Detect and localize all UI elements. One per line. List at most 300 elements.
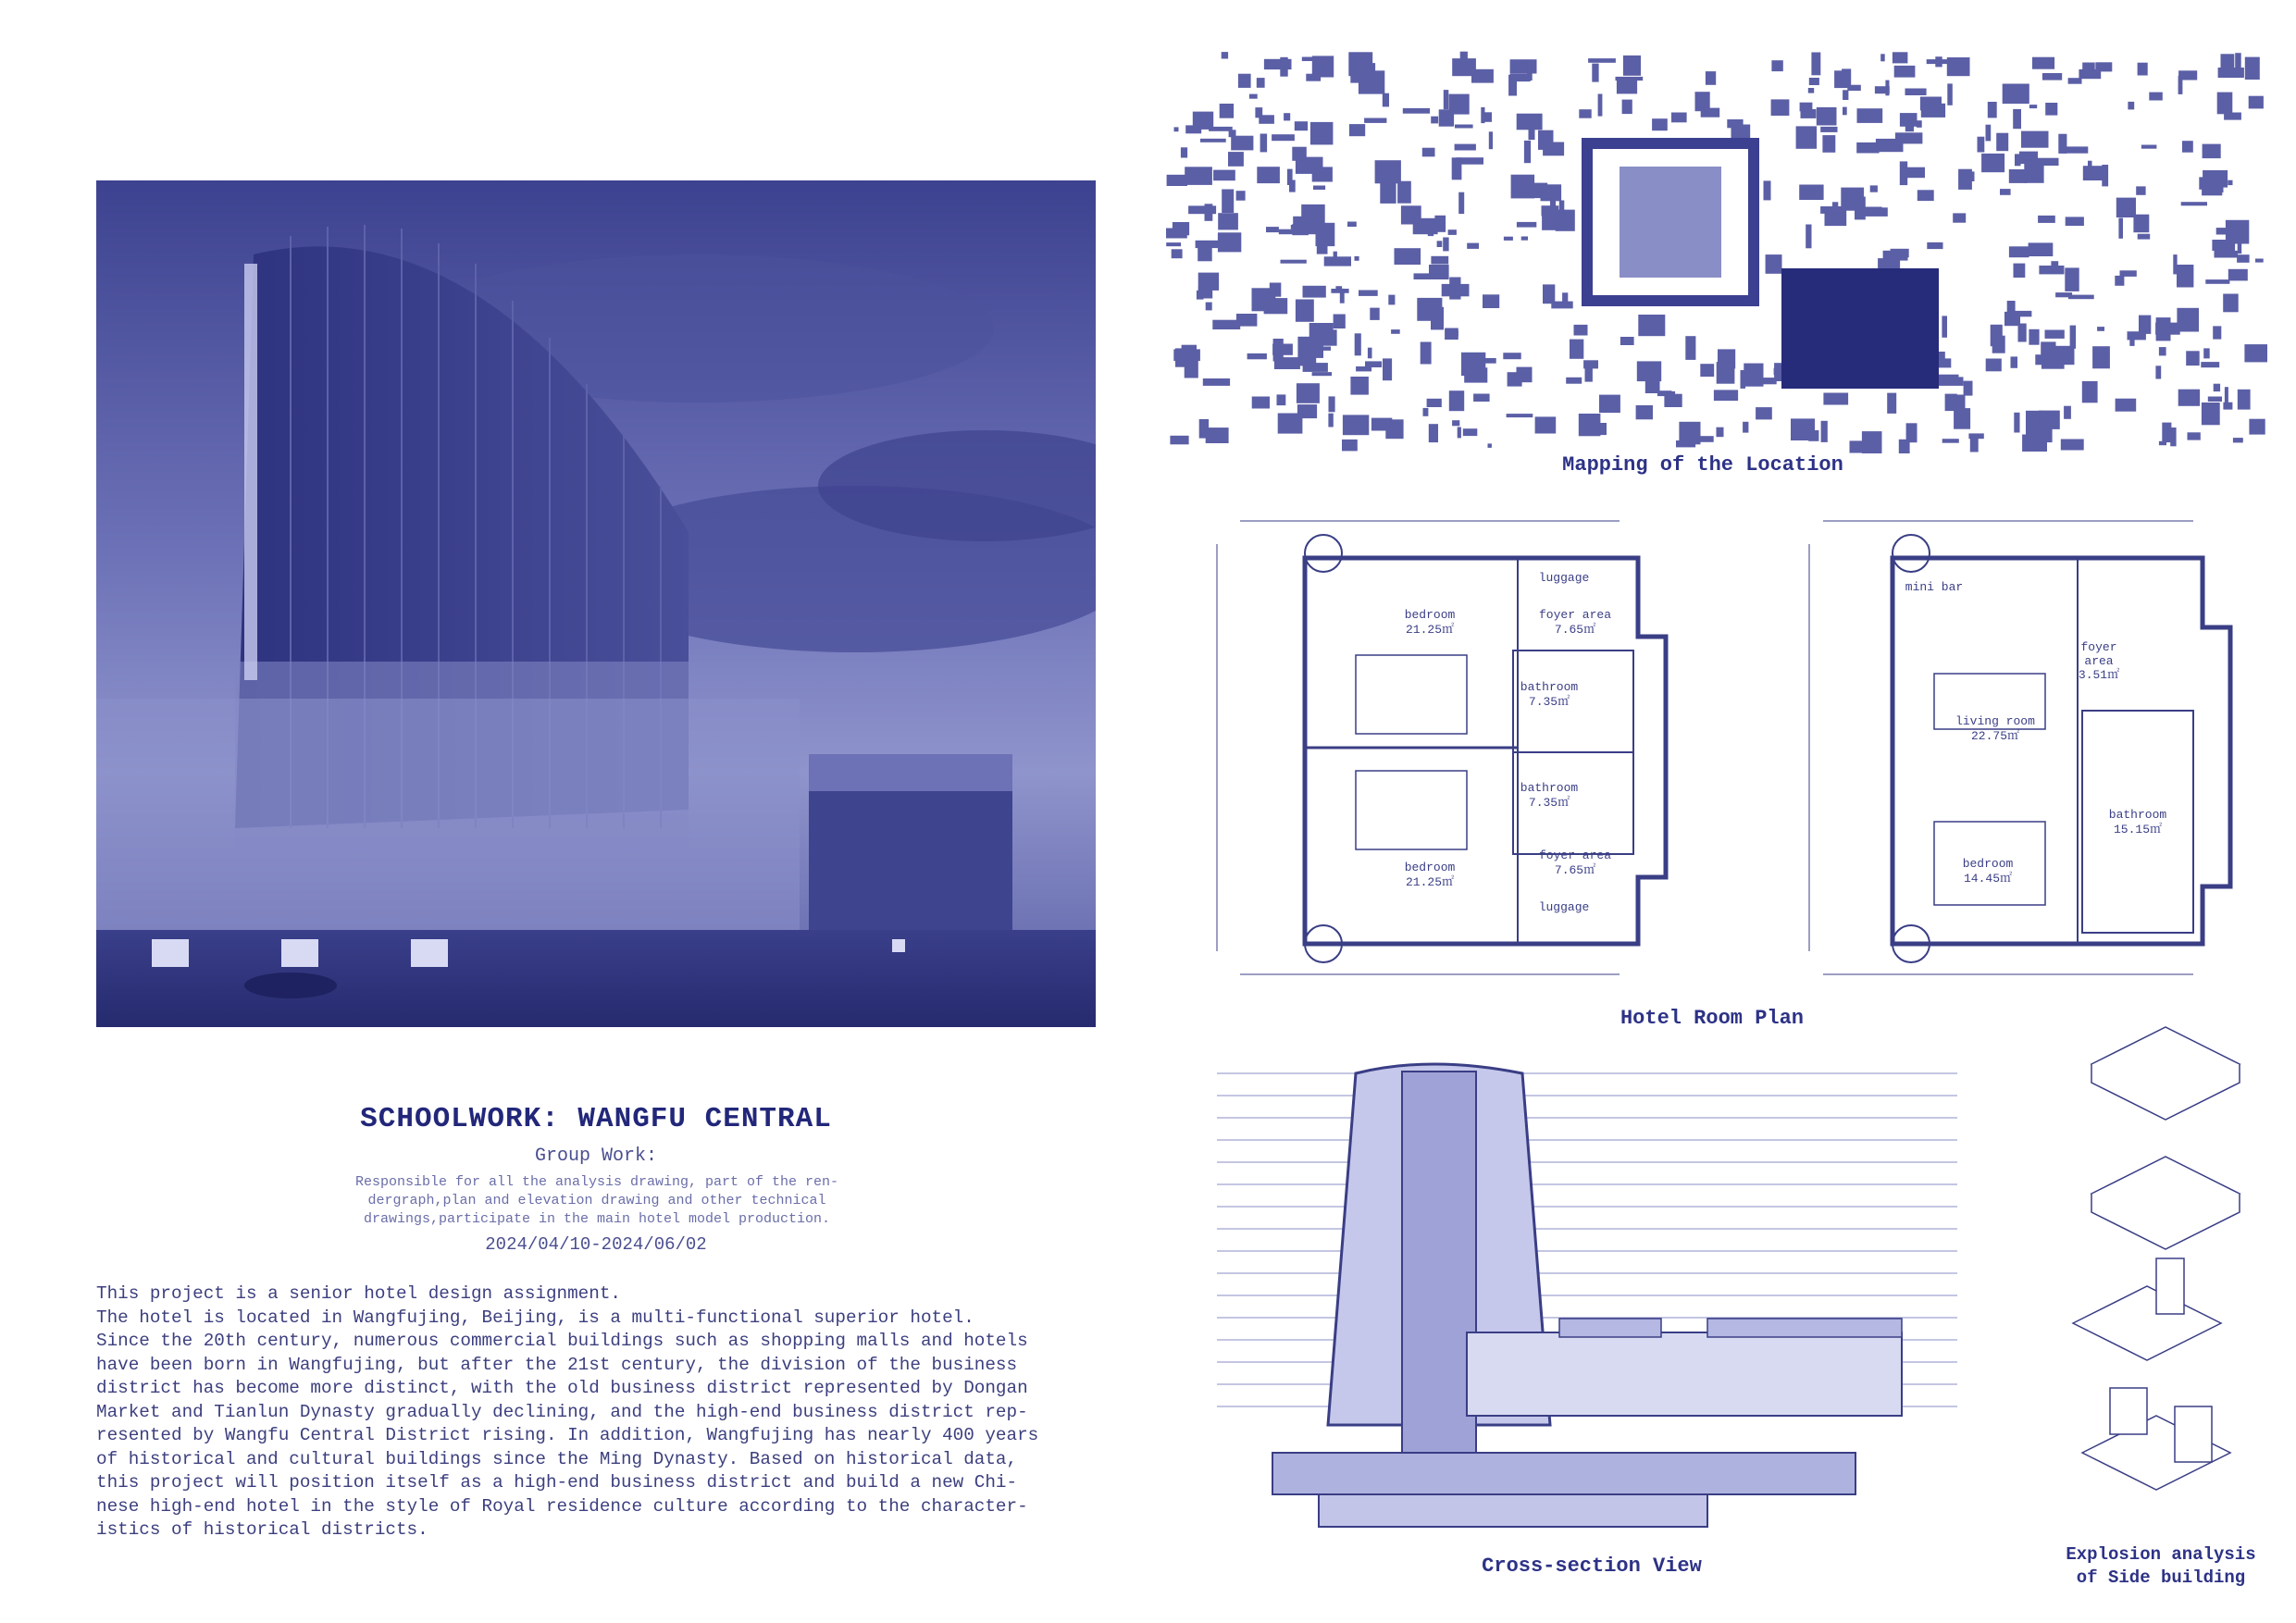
map-block	[2226, 220, 2249, 244]
map-block	[1800, 103, 1813, 112]
map-block	[2136, 186, 2145, 194]
map-block	[1503, 353, 1520, 359]
map-block	[2181, 202, 2207, 205]
map-block	[1247, 353, 1267, 359]
map-block	[2177, 265, 2193, 288]
map-block	[1510, 74, 1531, 81]
suite-bedroom-label: bedroom	[1962, 857, 2014, 871]
location-map	[1166, 51, 2267, 453]
map-block	[2042, 421, 2053, 443]
map-block	[1434, 216, 1446, 232]
map-block	[1521, 237, 1528, 241]
map-block	[1507, 414, 1533, 417]
map-block	[1185, 125, 1201, 133]
luggage-label-top: luggage	[1538, 571, 1590, 585]
map-block	[1431, 117, 1438, 124]
explosion-caption	[2022, 1543, 2296, 1590]
map-block	[1538, 130, 1554, 150]
map-block	[2155, 323, 2180, 335]
foyer-label-top: foyer area	[1538, 608, 1612, 622]
map-block	[1257, 167, 1280, 183]
map-block	[2015, 154, 2021, 166]
map-block	[1636, 405, 1653, 419]
map-block	[1986, 125, 1992, 142]
map-block	[1448, 229, 1457, 235]
map-block	[1806, 225, 1811, 249]
map-block	[2215, 251, 2239, 258]
map-block	[2045, 330, 2065, 339]
map-block	[2021, 131, 2049, 148]
section-caption: Cross-section View	[1482, 1555, 1702, 1578]
map-block	[2162, 423, 2171, 443]
map-block	[1463, 428, 1478, 436]
map-block	[1427, 399, 1442, 407]
map-block	[1413, 218, 1438, 234]
map-block	[1483, 294, 1499, 308]
map-block	[1620, 337, 1634, 345]
map-block	[2182, 141, 2193, 153]
map-block	[1209, 127, 1233, 131]
project-dates: 2024/04/10-2024/06/02	[485, 1234, 707, 1255]
living-room-label: living room	[1955, 714, 2035, 728]
map-block	[2066, 217, 2084, 226]
map-block	[2097, 327, 2104, 331]
bathroom-label-top: bathroom	[1520, 680, 1579, 694]
map-block	[1504, 237, 1513, 241]
map-block	[1173, 222, 1189, 235]
map-block	[1355, 256, 1359, 261]
bedroom-label-top: bedroom	[1404, 608, 1456, 622]
map-block	[1637, 361, 1661, 381]
map-block	[1403, 108, 1430, 114]
map-block	[1942, 439, 1959, 443]
map-block	[1764, 180, 1771, 200]
map-block	[2061, 440, 2084, 451]
map-block	[1927, 242, 1942, 249]
map-block	[2199, 177, 2209, 189]
map-block	[1968, 433, 1983, 439]
map-block	[1312, 372, 1332, 376]
map-block	[1380, 181, 1396, 204]
map-block	[2223, 294, 2239, 313]
map-block	[1688, 436, 1714, 442]
project-title: SCHOOLWORK: WANGFU CENTRAL	[360, 1103, 832, 1135]
map-block	[1264, 298, 1288, 314]
map-block	[2013, 109, 2021, 129]
map-block	[2051, 261, 2058, 269]
map-block	[1173, 349, 1200, 361]
map-block	[2238, 390, 2251, 410]
map-block	[1170, 436, 1188, 445]
map-block	[1820, 206, 1844, 214]
mini-bar-label: mini bar	[1905, 580, 1964, 594]
map-block	[1340, 289, 1345, 304]
map-block	[1809, 78, 1819, 85]
suite-foyer-area: 3.51㎡	[2078, 668, 2120, 682]
map-block	[1875, 86, 1890, 93]
map-block	[1700, 364, 1714, 377]
map-block	[1823, 393, 1848, 405]
map-block	[1266, 227, 1279, 232]
map-block	[1524, 141, 1531, 163]
map-block	[2014, 413, 2019, 433]
map-block	[2068, 295, 2094, 300]
map-block	[2102, 165, 2108, 186]
map-block	[1566, 378, 1582, 384]
suite-foyer-label: foyer	[2080, 640, 2117, 654]
map-block	[1356, 366, 1371, 371]
map-block	[1771, 99, 1790, 116]
map-block	[1988, 102, 1997, 118]
map-block	[2032, 57, 2054, 69]
hotel-room-plans	[1194, 489, 2286, 999]
map-block	[2178, 70, 2197, 80]
map-block	[1958, 169, 1972, 190]
map-block	[1865, 207, 1887, 217]
map-block	[1857, 108, 1883, 123]
map-block	[1719, 351, 1730, 361]
map-block	[2092, 346, 2110, 368]
map-block	[1313, 186, 1325, 191]
map-block	[1671, 113, 1687, 123]
map-block	[2058, 134, 2066, 154]
map-block	[1570, 340, 1583, 359]
map-block	[1306, 74, 1321, 81]
map-block	[1937, 375, 1959, 379]
map-block	[1264, 59, 1292, 69]
map-block	[1529, 126, 1535, 140]
map-block	[1296, 300, 1314, 322]
map-block	[1986, 359, 2002, 372]
map-block	[2244, 344, 2267, 362]
map-block	[1347, 222, 1357, 228]
map-block	[1473, 394, 1490, 403]
map-block	[1423, 408, 1429, 416]
map-block	[2249, 419, 2265, 435]
bedroom-area-top: 21.25㎡	[1405, 623, 1455, 637]
plan-caption: Hotel Room Plan	[1620, 1007, 1805, 1030]
map-block	[1443, 238, 1448, 252]
map-block	[2064, 406, 2071, 419]
map-block	[2000, 189, 2011, 195]
living-room-area: 22.75㎡	[1970, 729, 2020, 743]
map-block	[1811, 53, 1820, 76]
map-block	[1870, 185, 1878, 192]
map-block	[1388, 295, 1395, 305]
map-block	[1302, 57, 1325, 62]
map-caption: Mapping of the Location	[1562, 453, 1843, 477]
map-block	[2082, 381, 2098, 403]
map-block	[1449, 278, 1460, 300]
map-block	[1281, 260, 1307, 264]
map-block	[1899, 440, 1910, 453]
map-block	[1383, 358, 1392, 380]
map-block	[2173, 254, 2177, 274]
map-block	[2139, 316, 2151, 334]
map-block	[1893, 52, 1907, 63]
map-block	[1617, 79, 1637, 94]
map-block	[2128, 102, 2134, 110]
map-block	[1252, 397, 1270, 409]
map-block	[1511, 175, 1535, 199]
map-block	[1324, 256, 1351, 266]
map-block	[1310, 122, 1334, 145]
map-block	[1172, 249, 1183, 258]
map-block	[2088, 161, 2092, 172]
map-block	[1821, 421, 1828, 442]
map-block	[1368, 348, 1372, 359]
map-block	[2118, 218, 2123, 239]
map-block	[1206, 303, 1212, 311]
map-block	[2218, 68, 2244, 78]
map-block	[1297, 383, 1320, 403]
explosion-analysis-diagram	[2054, 1018, 2281, 1541]
map-block	[1948, 395, 1966, 411]
map-block	[1598, 94, 1603, 117]
map-block	[1167, 175, 1187, 186]
map-block	[2188, 432, 2201, 440]
map-block	[1850, 440, 1874, 452]
map-block	[1832, 202, 1838, 208]
map-block	[2141, 145, 2157, 149]
map-block	[1588, 58, 1616, 63]
map-block	[1947, 83, 1953, 105]
map-block	[1599, 395, 1620, 414]
map-block	[1222, 190, 1234, 214]
map-block	[1309, 323, 1334, 339]
map-block	[2033, 158, 2059, 166]
map-block	[1212, 320, 1240, 329]
map-block	[1277, 394, 1286, 405]
map-block	[1484, 112, 1492, 122]
map-block	[2203, 144, 2221, 159]
map-block	[1706, 71, 1716, 85]
map-block	[1218, 213, 1238, 229]
map-block	[1517, 367, 1533, 383]
foyer-area-bottom: 7.65㎡	[1554, 863, 1596, 877]
suite-bedroom-area: 14.45㎡	[1963, 872, 2013, 886]
map-block	[2038, 216, 2055, 223]
map-block	[1717, 427, 1724, 438]
map-block	[1166, 242, 1181, 246]
foyer-label-bottom: foyer area	[1538, 849, 1612, 862]
map-block	[1756, 407, 1772, 419]
map-block	[1334, 315, 1346, 329]
map-block	[1452, 420, 1459, 426]
map-block	[1449, 94, 1470, 115]
map-block	[1543, 284, 1555, 304]
map-block	[2159, 441, 2166, 445]
map-block	[1383, 93, 1389, 107]
map-block	[1579, 109, 1591, 118]
map-block	[1188, 205, 1216, 214]
map-block	[1421, 342, 1432, 365]
map-block	[1467, 243, 1479, 249]
map-block	[1295, 121, 1308, 130]
map-block	[1517, 222, 1536, 228]
map-block	[1559, 201, 1565, 223]
map-block	[1535, 416, 1557, 433]
map-block	[1272, 344, 1293, 355]
map-block	[2018, 324, 2027, 342]
map-block	[1371, 418, 1392, 431]
map-block	[2228, 269, 2248, 281]
map-block	[1771, 60, 1782, 71]
map-block	[1350, 377, 1369, 395]
map-block	[1905, 118, 1914, 132]
role-description: Responsible for all the analysis drawing, part of the ren- dergraph,plan and elevation drawing and other technical drawings,participate in the main hotel model production.	[354, 1174, 839, 1227]
map-block	[1917, 190, 1934, 201]
map-block	[1574, 325, 1588, 336]
map-block	[1947, 57, 1970, 76]
map-block	[1652, 118, 1668, 130]
map-block	[2042, 73, 2062, 81]
map-block	[1231, 136, 1253, 151]
map-block	[1395, 248, 1421, 265]
map-block	[1222, 52, 1228, 58]
map-block	[2120, 270, 2137, 277]
bathroom-label-bottom: bathroom	[1520, 781, 1579, 795]
map-block	[1685, 336, 1695, 360]
map-block	[1228, 152, 1244, 167]
map-block	[2029, 329, 2039, 345]
hotel-rendering-image	[96, 180, 1096, 1027]
map-block	[2201, 362, 2219, 367]
suite-area-label: area	[2084, 654, 2114, 668]
map-block	[2070, 326, 2077, 349]
map-block	[2208, 397, 2222, 403]
map-block	[1329, 396, 1335, 412]
map-block	[1456, 157, 1483, 165]
map-block	[2255, 259, 2264, 263]
map-block	[1445, 328, 1458, 341]
map-block	[1397, 181, 1411, 204]
map-block	[1238, 74, 1251, 88]
map-block	[1458, 427, 1461, 439]
map-block	[1460, 52, 1468, 59]
map-block	[1616, 77, 1644, 81]
map-block	[1203, 378, 1230, 386]
map-block	[1880, 54, 1885, 61]
map-block	[1349, 124, 1365, 136]
map-block	[1669, 391, 1675, 405]
map-block	[2186, 351, 2200, 365]
map-block	[1181, 147, 1187, 157]
explosion-caption-line1: Explosion analysis	[2066, 1544, 2256, 1565]
map-block	[1206, 427, 1229, 443]
map-block	[1260, 134, 1268, 153]
map-block	[1431, 256, 1448, 265]
map-block	[1370, 308, 1379, 320]
map-block	[2214, 384, 2220, 391]
map-block	[1299, 355, 1317, 366]
map-block	[2004, 312, 2020, 326]
map-block	[1917, 120, 1922, 128]
map-block	[1887, 393, 1896, 414]
map-block	[2213, 326, 2221, 339]
map-block	[1592, 64, 1598, 82]
map-block	[2203, 348, 2210, 358]
map-block	[2003, 84, 2029, 105]
map-block	[2149, 93, 2163, 101]
group-work-label: Group Work:	[534, 1146, 658, 1167]
map-block	[2217, 93, 2233, 115]
map-block	[1297, 337, 1323, 358]
map-block	[1981, 154, 2004, 172]
map-block	[1701, 108, 1720, 118]
map-block	[1274, 357, 1300, 369]
map-block	[2128, 331, 2146, 340]
map-block	[1841, 188, 1864, 211]
map-block	[2224, 113, 2241, 120]
map-block	[1541, 184, 1562, 201]
map-block	[1174, 127, 1179, 131]
map-block	[1808, 88, 1814, 93]
map-block	[1622, 100, 1632, 115]
map-block	[2065, 267, 2079, 291]
map-block	[1820, 127, 1837, 132]
map-block	[1822, 135, 1835, 153]
map-block	[1185, 167, 1212, 185]
map-block	[2249, 96, 2264, 109]
map-block	[1272, 134, 1295, 141]
map-block	[1437, 241, 1443, 247]
map-block	[1489, 131, 1493, 149]
map-block	[1583, 360, 1598, 368]
map-block	[1894, 66, 1916, 78]
map-block	[1727, 119, 1743, 128]
map-block	[1328, 414, 1333, 427]
map-block	[2138, 234, 2151, 240]
map-block	[1488, 443, 1492, 448]
map-block	[2233, 438, 2243, 442]
map-block	[2079, 69, 2101, 79]
map-block	[2159, 347, 2166, 355]
map-block	[2155, 365, 2161, 378]
map-block	[1236, 191, 1246, 201]
map-block	[1292, 224, 1309, 235]
map-block	[1743, 422, 1748, 433]
map-block	[1766, 254, 1782, 274]
map-block	[2035, 354, 2057, 365]
map-block	[1278, 414, 1303, 434]
map-block	[2237, 254, 2250, 263]
map-block	[1303, 286, 1326, 298]
map-block	[1185, 360, 1198, 378]
map-block	[1213, 170, 1235, 181]
map-block	[2115, 276, 2124, 286]
bedroom-area-bottom: 21.25㎡	[1405, 875, 1455, 889]
project-description: This project is a senior hotel design assignment. The hotel is located in Wangfujing, Beijing, is a multi-functional superior hotel. Since the 20th century, numerous commercial buildings such as shopping malls and hotels have been born in Wangfujing, but after the 21st century, the division of the business district has become more distinct, with the old business district represented by Dongan Market and Tianlun Dynasty gradually declining, and the high-end business district rep- resented by Wangfu Central District rising. In addition, Wangfujing has nearly 400 years of historical and cultural buildings since the Ming Dynasty. Based on historical data, this project will position itself as a high-end business district and build a new Chi- nese high-end hotel in the style of Royal residence culture according to the character- istics of historical districts.	[96, 1283, 1039, 1540]
map-block	[1953, 213, 1966, 222]
map-block	[1481, 107, 1484, 123]
map-block	[2225, 387, 2228, 407]
map-block	[2045, 103, 2057, 116]
map-block	[2029, 105, 2037, 108]
map-block	[2221, 54, 2235, 68]
map-block	[1717, 362, 1735, 384]
map-block	[1455, 125, 1473, 129]
map-block	[2029, 242, 2054, 256]
map-block	[1317, 242, 1328, 254]
explosion-caption-line2: of Side building	[2076, 1567, 2246, 1588]
map-block	[2228, 180, 2232, 185]
map-block	[1714, 390, 1738, 401]
luggage-label-bottom: luggage	[1538, 900, 1590, 914]
map-block	[1287, 169, 1293, 185]
map-block	[1996, 133, 2008, 152]
map-block	[1350, 63, 1375, 83]
